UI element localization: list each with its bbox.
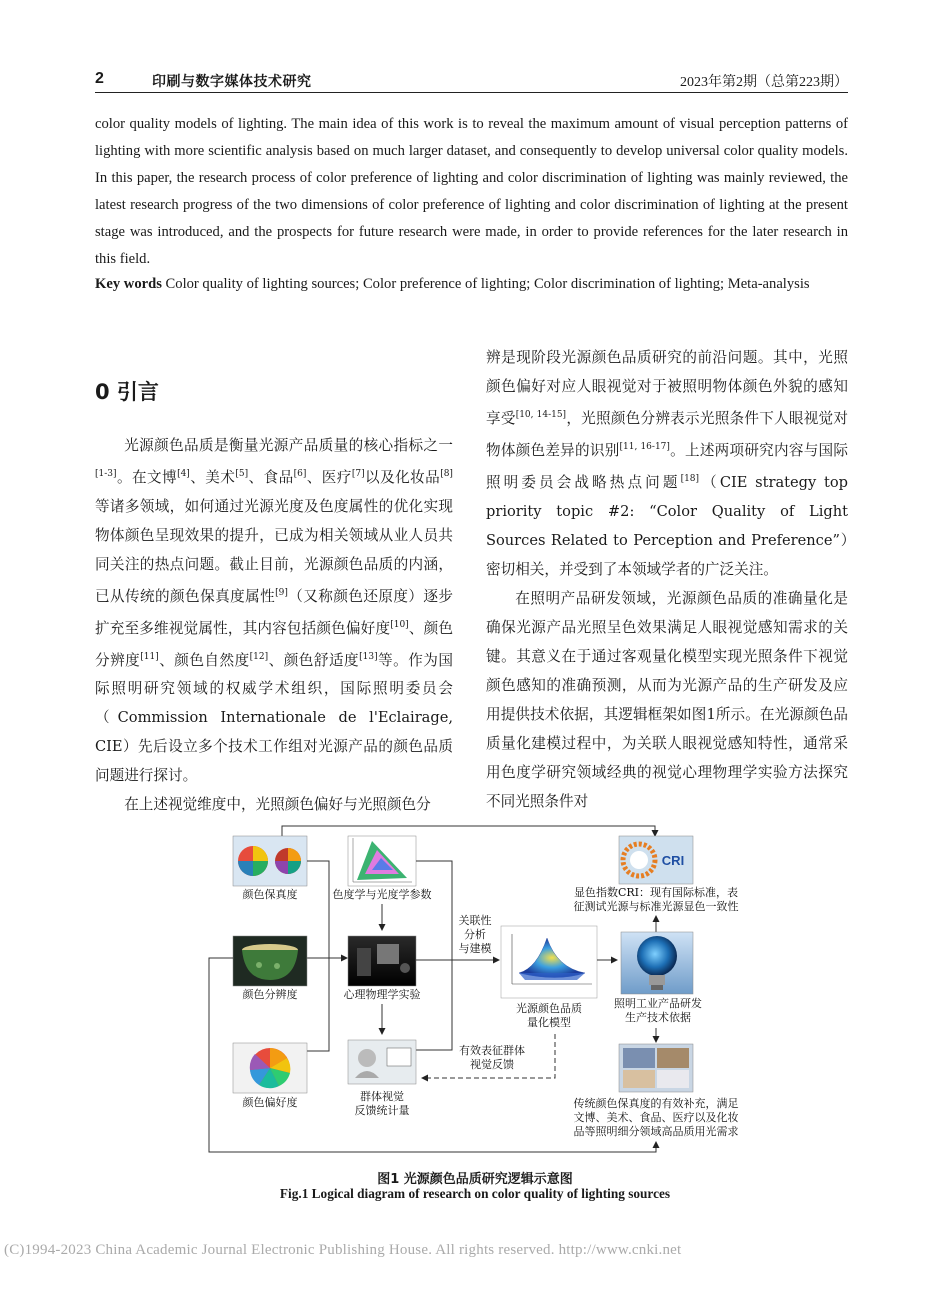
running-header	[95, 68, 848, 93]
citation-ref: [9]	[275, 587, 288, 598]
label-industry-2: 生产技术依据	[625, 1011, 691, 1024]
label-cri-2: 征测试光源与标准光源显色一致性	[573, 900, 739, 913]
label-cri-1: 显色指数CRI：现有国际标准，表	[573, 886, 739, 899]
label-supplement-3: 品等照明细分领域高品质用光需求	[573, 1125, 739, 1138]
citation-ref: [12]	[249, 651, 269, 662]
text-run: 光源颜色品质是衡量光源产品质量的核心指标之一	[124, 437, 453, 454]
top-loop-arrow	[282, 826, 655, 838]
keywords-text: Color quality of lighting sources; Color preference of lighting; Color discrimination of lighting; Meta-analysis	[161, 276, 810, 292]
label-model-1: 光源颜色品质	[516, 1002, 582, 1015]
text-run: 辨是现阶段光源颜色品质研究的前沿问题。其中，光照颜色偏好对应人眼视觉对于被照明物体颜色外貌的感知享受	[486, 349, 848, 427]
psychophysics-image	[348, 936, 416, 986]
body-column-right	[486, 343, 848, 816]
citation-ref: [7]	[351, 469, 365, 479]
label-effective-2: 视觉反馈	[470, 1058, 514, 1071]
paragraph-quantification: 在照明产品研发领域，光源颜色品质的准确量化是确保光源产品光照呈色效果满足人眼视觉感知需求的关键。其意义在于通过客观量化模型实现光照条件下视觉颜色感知的准确预测，从而为光源产品的生产研发及应用提供技术依据，其逻辑框架如图1所示。在光源颜色品质量化建模过程中，为关联人眼视觉感知特性，通常采用色度学研究领域经典的视觉心理物理学实验方法探究不同光照条件对	[486, 589, 848, 810]
abstract-text: color quality models of lighting. The main idea of this work is to reveal the maximum amount of visual perception patterns of lighting with more scientific analysis based on much larger dataset, and consequently to develop universal color quality models. In this paper, the research process of color preference of lighting and color discrimination of lighting was mainly reviewed, the latest research progress of the two dimensions of color preference of lighting and color discrimination of lighting at the present stage was introduced, and the prospects for future research were made, in order to provide references for the later research in this field.	[95, 116, 848, 267]
label-relation-1: 关联性	[458, 914, 492, 927]
text-run: ，光照颜色分辨表示光照条件下人眼视觉对物体颜色差异的识别	[486, 409, 848, 459]
copyright-footer: (C)1994-2023 China Academic Journal Electronic Publishing House. All rights reserved. http://www.cnki.net	[4, 1242, 682, 1258]
citation-ref: [5]	[235, 469, 249, 479]
model-surface-plot	[501, 926, 597, 998]
text-run: （又称颜色还原度）逐步扩充至多维视觉属性，其内容包括颜色偏好度	[95, 587, 453, 637]
label-feedback-1: 群体视觉	[360, 1090, 404, 1103]
keywords	[95, 272, 855, 296]
text-run: 、医疗	[306, 468, 352, 486]
label-feedback-2: 反馈统计量	[354, 1104, 410, 1117]
issue-info: 2023年第2期（总第223期）	[680, 75, 848, 90]
figure-logic-diagram	[207, 808, 767, 1160]
citation-ref: [18]	[680, 473, 700, 484]
citation-ref: [13]	[359, 651, 378, 662]
page-number: 2	[95, 70, 104, 87]
journal-name: 印刷与数字媒体技术研究	[152, 74, 312, 90]
paragraph-intro	[95, 431, 453, 790]
cri-badge: CRI	[661, 853, 685, 868]
label-relation-2: 分析	[464, 928, 486, 941]
text-run: 、美术	[189, 468, 236, 486]
citation-ref: [10]	[390, 619, 409, 630]
citation-ref: [8]	[440, 469, 453, 479]
text-run: 、颜色分辨度	[95, 619, 453, 669]
preference-image	[233, 1043, 307, 1093]
citation-ref: [4]	[177, 469, 190, 479]
label-preference: 颜色偏好度	[242, 1096, 298, 1109]
figure-caption-en: Fig.1 Logical diagram of research on color quality of lighting sources	[279, 1186, 671, 1201]
colorimetry-image	[348, 836, 416, 886]
keywords-label: Key words	[95, 276, 162, 292]
cri-image	[619, 836, 693, 884]
label-industry-1: 照明工业产品研发	[614, 997, 702, 1010]
text-run: 等诸多领域，如何通过光源光度及色度属性的优化实现物体颜色呈现效果的提升，已成为相关领域从业人员共同关注的热点问题。截止目前，光源颜色品质的内涵，已从传统的颜色保真度属性	[95, 497, 453, 605]
feedback-image	[348, 1040, 416, 1084]
text-run: 。在文博	[116, 468, 178, 486]
citation-ref: [1-3]	[95, 469, 117, 479]
citation-ref: [11]	[140, 651, 159, 662]
paragraph-dimensions: 在上述视觉维度中，光照颜色偏好与光照颜色分	[124, 796, 431, 814]
paragraph-frontier	[486, 343, 848, 584]
section-heading: 0 引言	[95, 380, 159, 404]
label-relation-3: 与建模	[458, 942, 492, 955]
citation-ref: [6]	[293, 469, 307, 479]
label-discrimination: 颜色分辨度	[242, 988, 298, 1001]
body-column-left	[95, 431, 453, 819]
supplement-image	[619, 1044, 693, 1092]
text-run: 。上述两项研究内容与国际照明委员会战略热点问题	[486, 441, 848, 491]
label-psychophysics: 心理物理学实验	[343, 988, 421, 1001]
label-model-2: 量化模型	[527, 1016, 571, 1029]
label-colorimetry: 色度学与光度学参数	[332, 888, 432, 901]
text-run: 、食品	[248, 468, 294, 486]
figure-caption-cn: 图1 光源颜色品质研究逻辑示意图	[377, 1172, 573, 1187]
lightbulb-image	[621, 932, 693, 994]
label-effective-1: 有效表征群体	[459, 1044, 525, 1057]
label-supplement-1: 传统颜色保真度的有效补充，满足	[573, 1097, 739, 1110]
citation-ref: [11, 16-17]	[619, 441, 670, 452]
label-supplement-2: 文博、美术、食品、医疗以及化妆	[573, 1111, 739, 1124]
fidelity-image	[233, 836, 307, 886]
text-run: 等。作为国际照明研究领域的权威学术组织，国际照明委员会（Commission Internationale de l'Eclairage, CIE）先后设立多个技术工作组对光源产品的颜色品质问题进行探讨。	[95, 651, 453, 785]
text-run: 以及化妆品	[364, 468, 441, 486]
text-run: 、颜色舒适度	[268, 651, 360, 669]
label-fidelity: 颜色保真度	[242, 888, 298, 901]
text-run: （CIE strategy top priority topic #2: “Color Quality of Light Sources Related to Perception and Preference”）密切相关，并受到了本领域学者的广泛关注。	[486, 473, 848, 578]
left-bracket	[307, 861, 329, 1051]
discrimination-image	[233, 936, 307, 986]
citation-ref: [10, 14-15]	[515, 410, 567, 420]
text-run: 、颜色自然度	[158, 651, 250, 669]
